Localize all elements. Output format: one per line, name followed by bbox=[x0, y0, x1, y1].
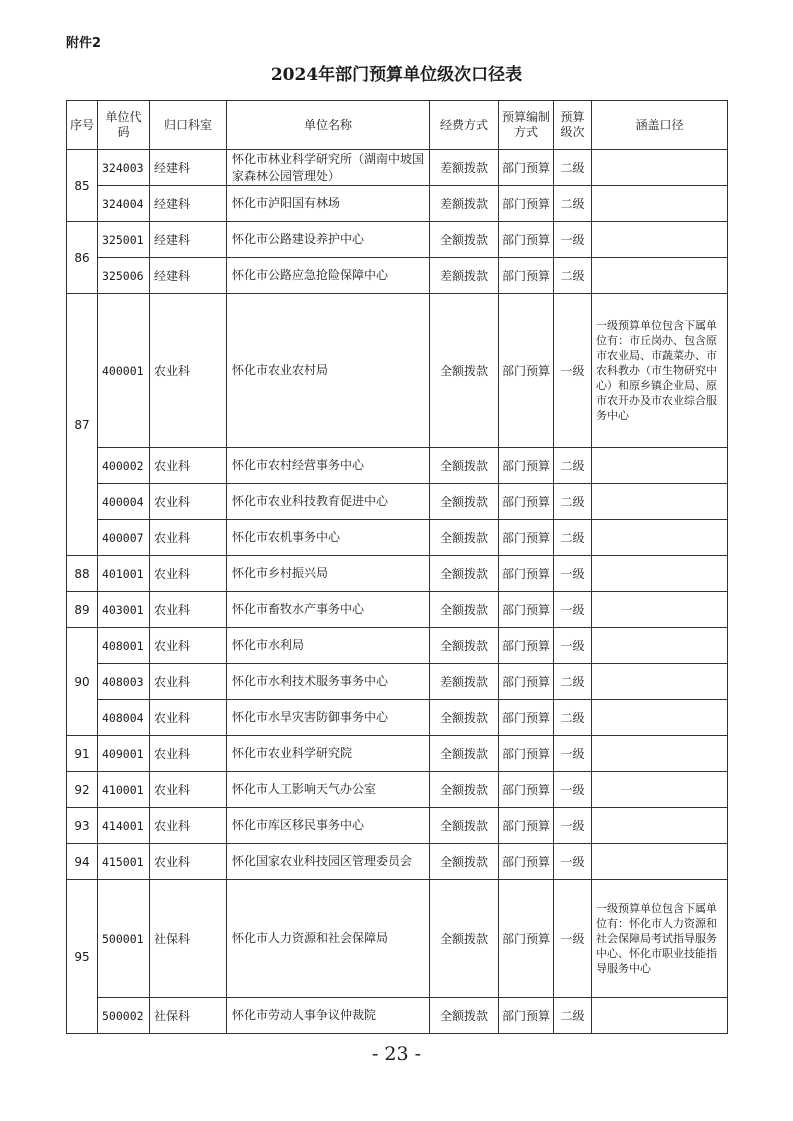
budget-level: 一级 bbox=[554, 294, 592, 448]
coverage-scope bbox=[592, 700, 728, 736]
responsible-dept: 农业科 bbox=[150, 448, 227, 484]
row-seq: 90 bbox=[67, 628, 98, 736]
budget-level: 二级 bbox=[554, 258, 592, 294]
coverage-scope bbox=[592, 844, 728, 880]
row-seq: 92 bbox=[67, 772, 98, 808]
budget-level: 一级 bbox=[554, 808, 592, 844]
table-row bbox=[67, 592, 728, 628]
table-row bbox=[67, 808, 728, 844]
unit-name: 怀化市乡村振兴局 bbox=[227, 556, 430, 592]
unit-name: 怀化市农业农村局 bbox=[227, 294, 430, 448]
budget-level: 一级 bbox=[554, 736, 592, 772]
coverage-scope bbox=[592, 772, 728, 808]
budget-level: 二级 bbox=[554, 484, 592, 520]
row-seq: 86 bbox=[67, 222, 98, 294]
unit-name: 怀化市水旱灾害防御事务中心 bbox=[227, 700, 430, 736]
table-row bbox=[67, 448, 728, 484]
funding-method: 全额拨款 bbox=[430, 736, 499, 772]
budget-method: 部门预算 bbox=[499, 294, 554, 448]
unit-code: 500002 bbox=[98, 998, 150, 1034]
funding-method: 全额拨款 bbox=[430, 592, 499, 628]
budget-level: 一级 bbox=[554, 844, 592, 880]
unit-name: 怀化市林业科学研究所（湖南中坡国家森林公园管理处） bbox=[227, 150, 430, 186]
responsible-dept: 农业科 bbox=[150, 520, 227, 556]
coverage-scope bbox=[592, 484, 728, 520]
responsible-dept: 农业科 bbox=[150, 628, 227, 664]
funding-method: 全额拨款 bbox=[430, 628, 499, 664]
unit-code: 324004 bbox=[98, 186, 150, 222]
coverage-scope: 一级预算单位包含下属单位有：市丘岗办、包含原市农业局、市蔬菜办、市农科教办（市生物研究中心）和原乡镇企业局、原市农开办及市农业综合服务中心 bbox=[592, 294, 728, 448]
coverage-scope bbox=[592, 556, 728, 592]
budget-level: 二级 bbox=[554, 664, 592, 700]
coverage-scope bbox=[592, 736, 728, 772]
unit-code: 324003 bbox=[98, 150, 150, 186]
unit-code: 408004 bbox=[98, 700, 150, 736]
budget-level: 一级 bbox=[554, 772, 592, 808]
unit-name: 怀化市公路建设养护中心 bbox=[227, 222, 430, 258]
budget-level: 一级 bbox=[554, 880, 592, 998]
table-row bbox=[67, 150, 728, 186]
row-seq: 89 bbox=[67, 592, 98, 628]
budget-method: 部门预算 bbox=[499, 592, 554, 628]
unit-code: 408001 bbox=[98, 628, 150, 664]
page-title: 2024年部门预算单位级次口径表 bbox=[270, 65, 523, 85]
unit-code: 325001 bbox=[98, 222, 150, 258]
unit-code: 410001 bbox=[98, 772, 150, 808]
table-row bbox=[67, 736, 728, 772]
budget-method: 部门预算 bbox=[499, 880, 554, 998]
responsible-dept: 农业科 bbox=[150, 294, 227, 448]
responsible-dept: 社保科 bbox=[150, 998, 227, 1034]
budget-method: 部门预算 bbox=[499, 258, 554, 294]
budget-method: 部门预算 bbox=[499, 448, 554, 484]
budget-level: 一级 bbox=[554, 592, 592, 628]
row-seq: 88 bbox=[67, 556, 98, 592]
header-seq: 序号 bbox=[67, 101, 98, 150]
header-funding: 经费方式 bbox=[430, 101, 499, 150]
funding-method: 差额拨款 bbox=[430, 186, 499, 222]
budget-method: 部门预算 bbox=[499, 150, 554, 186]
budget-method: 部门预算 bbox=[499, 808, 554, 844]
header-level: 预算级次 bbox=[554, 101, 592, 150]
row-seq: 91 bbox=[67, 736, 98, 772]
responsible-dept: 经建科 bbox=[150, 222, 227, 258]
row-seq: 93 bbox=[67, 808, 98, 844]
funding-method: 全额拨款 bbox=[430, 844, 499, 880]
table-row bbox=[67, 844, 728, 880]
responsible-dept: 农业科 bbox=[150, 844, 227, 880]
funding-method: 全额拨款 bbox=[430, 294, 499, 448]
responsible-dept: 农业科 bbox=[150, 556, 227, 592]
table-row bbox=[67, 186, 728, 222]
table-row bbox=[67, 664, 728, 700]
responsible-dept: 农业科 bbox=[150, 700, 227, 736]
budget-level-table bbox=[66, 100, 728, 1034]
page-number: - 23 - bbox=[371, 1043, 422, 1065]
responsible-dept: 农业科 bbox=[150, 808, 227, 844]
budget-method: 部门预算 bbox=[499, 222, 554, 258]
responsible-dept: 农业科 bbox=[150, 484, 227, 520]
unit-code: 500001 bbox=[98, 880, 150, 998]
responsible-dept: 经建科 bbox=[150, 258, 227, 294]
coverage-scope bbox=[592, 628, 728, 664]
unit-code: 400007 bbox=[98, 520, 150, 556]
table-row bbox=[67, 222, 728, 258]
unit-code: 400001 bbox=[98, 294, 150, 448]
table-row bbox=[67, 258, 728, 294]
unit-name: 怀化市公路应急抢险保障中心 bbox=[227, 258, 430, 294]
funding-method: 全额拨款 bbox=[430, 484, 499, 520]
budget-method: 部门预算 bbox=[499, 628, 554, 664]
budget-level: 一级 bbox=[554, 628, 592, 664]
coverage-scope bbox=[592, 448, 728, 484]
unit-code: 408003 bbox=[98, 664, 150, 700]
budget-method: 部门预算 bbox=[499, 186, 554, 222]
responsible-dept: 经建科 bbox=[150, 186, 227, 222]
row-seq: 95 bbox=[67, 880, 98, 1034]
unit-code: 401001 bbox=[98, 556, 150, 592]
unit-code: 400002 bbox=[98, 448, 150, 484]
row-seq: 87 bbox=[67, 294, 98, 556]
coverage-scope bbox=[592, 222, 728, 258]
funding-method: 差额拨款 bbox=[430, 664, 499, 700]
unit-code: 414001 bbox=[98, 808, 150, 844]
coverage-scope bbox=[592, 258, 728, 294]
table-row bbox=[67, 484, 728, 520]
coverage-scope bbox=[592, 186, 728, 222]
unit-code: 400004 bbox=[98, 484, 150, 520]
unit-name: 怀化市人力资源和社会保障局 bbox=[227, 880, 430, 998]
table-row bbox=[67, 294, 728, 448]
unit-name: 怀化市农业科技教育促进中心 bbox=[227, 484, 430, 520]
budget-method: 部门预算 bbox=[499, 484, 554, 520]
header-name: 单位名称 bbox=[227, 101, 430, 150]
responsible-dept: 农业科 bbox=[150, 592, 227, 628]
unit-name: 怀化市农机事务中心 bbox=[227, 520, 430, 556]
funding-method: 全额拨款 bbox=[430, 222, 499, 258]
funding-method: 全额拨款 bbox=[430, 700, 499, 736]
header-dept: 归口科室 bbox=[150, 101, 227, 150]
header-method: 预算编制方式 bbox=[499, 101, 554, 150]
funding-method: 全额拨款 bbox=[430, 880, 499, 998]
responsible-dept: 经建科 bbox=[150, 150, 227, 186]
budget-method: 部门预算 bbox=[499, 520, 554, 556]
unit-name: 怀化市水利局 bbox=[227, 628, 430, 664]
unit-code: 325006 bbox=[98, 258, 150, 294]
funding-method: 全额拨款 bbox=[430, 772, 499, 808]
unit-code: 415001 bbox=[98, 844, 150, 880]
table-row bbox=[67, 520, 728, 556]
unit-code: 403001 bbox=[98, 592, 150, 628]
coverage-scope bbox=[592, 998, 728, 1034]
unit-name: 怀化市农村经营事务中心 bbox=[227, 448, 430, 484]
budget-level: 二级 bbox=[554, 150, 592, 186]
table-row bbox=[67, 998, 728, 1034]
unit-code: 409001 bbox=[98, 736, 150, 772]
responsible-dept: 农业科 bbox=[150, 736, 227, 772]
coverage-scope bbox=[592, 150, 728, 186]
budget-level: 二级 bbox=[554, 700, 592, 736]
funding-method: 全额拨款 bbox=[430, 998, 499, 1034]
budget-level: 一级 bbox=[554, 556, 592, 592]
budget-method: 部门预算 bbox=[499, 556, 554, 592]
budget-method: 部门预算 bbox=[499, 998, 554, 1034]
budget-method: 部门预算 bbox=[499, 772, 554, 808]
table-header-row bbox=[67, 101, 728, 150]
table-row bbox=[67, 772, 728, 808]
budget-level: 二级 bbox=[554, 448, 592, 484]
unit-name: 怀化市畜牧水产事务中心 bbox=[227, 592, 430, 628]
budget-level: 二级 bbox=[554, 520, 592, 556]
table-row bbox=[67, 628, 728, 664]
funding-method: 全额拨款 bbox=[430, 808, 499, 844]
coverage-scope bbox=[592, 520, 728, 556]
budget-level: 一级 bbox=[554, 222, 592, 258]
unit-name: 怀化市水利技术服务事务中心 bbox=[227, 664, 430, 700]
unit-name: 怀化市人工影响天气办公室 bbox=[227, 772, 430, 808]
row-seq: 85 bbox=[67, 150, 98, 222]
funding-method: 全额拨款 bbox=[430, 520, 499, 556]
budget-method: 部门预算 bbox=[499, 664, 554, 700]
responsible-dept: 农业科 bbox=[150, 664, 227, 700]
funding-method: 全额拨款 bbox=[430, 556, 499, 592]
funding-method: 全额拨款 bbox=[430, 448, 499, 484]
responsible-dept: 社保科 bbox=[150, 880, 227, 998]
funding-method: 差额拨款 bbox=[430, 150, 499, 186]
budget-level: 二级 bbox=[554, 186, 592, 222]
coverage-scope bbox=[592, 592, 728, 628]
funding-method: 差额拨款 bbox=[430, 258, 499, 294]
responsible-dept: 农业科 bbox=[150, 772, 227, 808]
unit-name: 怀化市泸阳国有林场 bbox=[227, 186, 430, 222]
table-row bbox=[67, 880, 728, 998]
table-row bbox=[67, 556, 728, 592]
coverage-scope bbox=[592, 664, 728, 700]
table-body bbox=[67, 150, 728, 1034]
header-coverage: 涵盖口径 bbox=[592, 101, 728, 150]
budget-method: 部门预算 bbox=[499, 844, 554, 880]
unit-name: 怀化国家农业科技园区管理委员会 bbox=[227, 844, 430, 880]
attachment-label: 附件2 bbox=[66, 36, 102, 51]
unit-name: 怀化市库区移民事务中心 bbox=[227, 808, 430, 844]
budget-method: 部门预算 bbox=[499, 700, 554, 736]
coverage-scope bbox=[592, 808, 728, 844]
unit-name: 怀化市劳动人事争议仲裁院 bbox=[227, 998, 430, 1034]
header-code: 单位代码 bbox=[98, 101, 150, 150]
row-seq: 94 bbox=[67, 844, 98, 880]
unit-name: 怀化市农业科学研究院 bbox=[227, 736, 430, 772]
budget-level: 二级 bbox=[554, 998, 592, 1034]
budget-method: 部门预算 bbox=[499, 736, 554, 772]
coverage-scope: 一级预算单位包含下属单位有：怀化市人力资源和社会保障局考试指导服务中心、怀化市职业技能指导服务中心 bbox=[592, 880, 728, 998]
table-row bbox=[67, 700, 728, 736]
